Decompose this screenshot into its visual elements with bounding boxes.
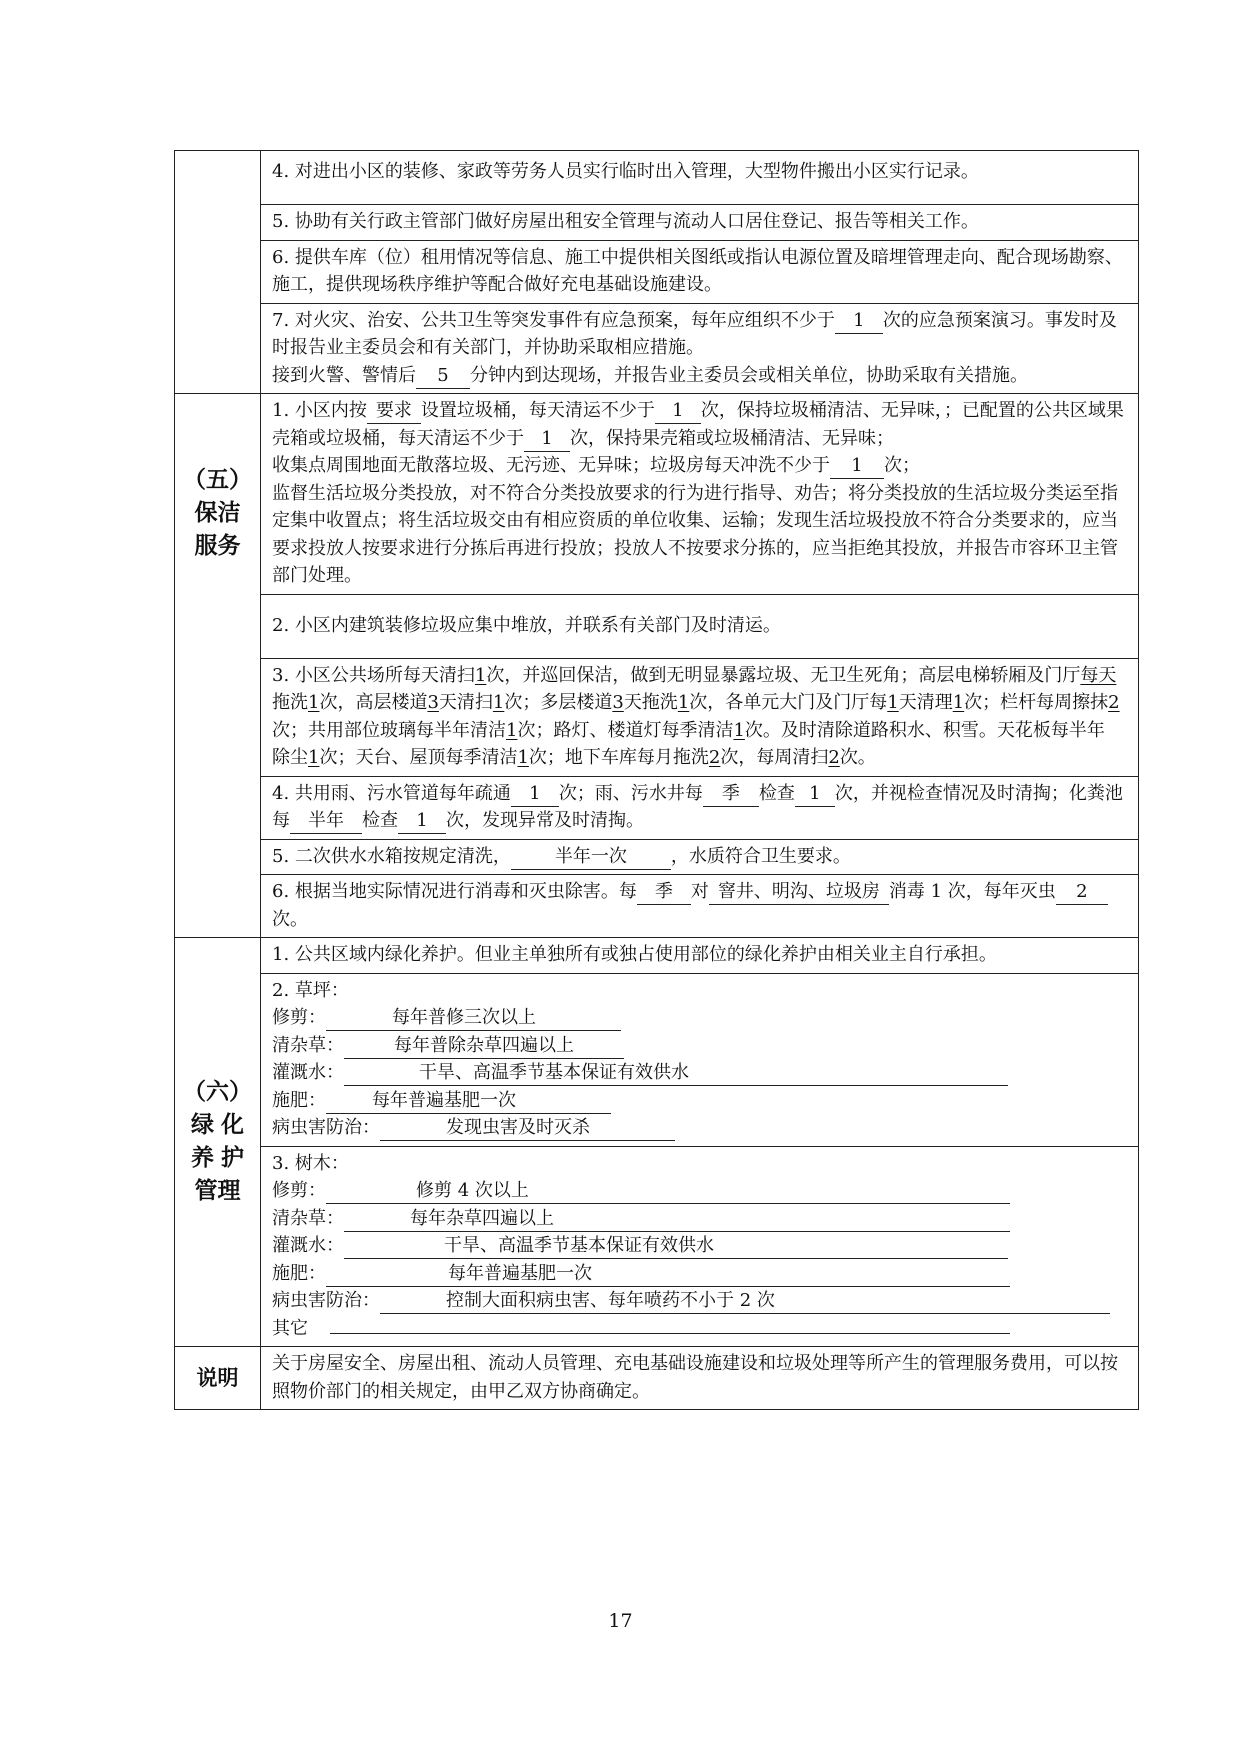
table-row bbox=[175, 205, 1139, 241]
table-row bbox=[175, 1146, 1139, 1347]
cleaning-item-4: 4. 共用雨、污水管道每年疏通 1 次；雨、污水井每 季 检查 1 次，并视检查情况及时清掏；化粪池每 半年 检查 1 次，发现异常及时清掏。 bbox=[261, 776, 1139, 839]
page-number: 17 bbox=[608, 1610, 633, 1632]
table-row bbox=[175, 839, 1139, 875]
table-row bbox=[175, 151, 1139, 205]
table-row bbox=[175, 776, 1139, 839]
security-item-4 bbox=[261, 151, 1139, 205]
lawn-row-weeding: 清杂草： 每年普除杂草四遍以上 bbox=[272, 1032, 1128, 1060]
greening-category-number: （六） bbox=[183, 1079, 252, 1105]
greening-item-1 bbox=[261, 938, 1139, 974]
table-row bbox=[175, 973, 1139, 1146]
greening-category-line-3: 管理 bbox=[194, 1178, 241, 1204]
note-text-cell bbox=[261, 1347, 1139, 1410]
security-item-6 bbox=[261, 240, 1139, 303]
lawn-row-irrigation: 灌溉水： 干旱、高温季节基本保证有效供水 bbox=[272, 1059, 1128, 1087]
lawn-row-pest-control: 病虫害防治： 发现虫害及时灭杀 bbox=[272, 1114, 1128, 1142]
greening-category-line-1: 绿化 bbox=[191, 1112, 251, 1138]
note-category-cell bbox=[175, 1347, 261, 1410]
trees-row-other: 其它 bbox=[272, 1315, 1128, 1343]
security-item-4-text: 4. 对进出小区的装修、家政等劳务人员实行临时出入管理，大型物件搬出小区实行记录。 bbox=[272, 161, 979, 183]
security-item-5-text: 5. 协助有关行政主管部门做好房屋出租安全管理与流动人口居住登记、报告等相关工作。 bbox=[272, 211, 979, 232]
greening-trees bbox=[261, 1146, 1139, 1347]
note-category-label: 说明 bbox=[196, 1365, 239, 1390]
trees-heading: 3. 树木： bbox=[272, 1152, 349, 1174]
cleaning-item-2-text: 2. 小区内建筑装修垃圾应集中堆放，并联系有关部门及时清运。 bbox=[272, 614, 781, 636]
cleaning-category-cell bbox=[175, 394, 261, 938]
security-item-5 bbox=[261, 205, 1139, 241]
greening-category-cell bbox=[175, 938, 261, 1347]
trees-row-irrigation: 灌溉水： 干旱、高温季节基本保证有效供水 bbox=[272, 1232, 1128, 1260]
security-item-7 bbox=[261, 303, 1139, 394]
greening-lawn bbox=[261, 973, 1139, 1146]
trees-row-trim: 修剪： 修剪 4 次以上 bbox=[272, 1177, 1128, 1205]
table-row bbox=[175, 303, 1139, 394]
table-row bbox=[175, 875, 1139, 938]
greening-category-line-2: 养护 bbox=[191, 1145, 251, 1171]
trees-row-fertilizing: 施肥： 每年普遍基肥一次 bbox=[272, 1260, 1128, 1288]
lawn-row-trim: 修剪： 每年普修三次以上 bbox=[272, 1004, 1128, 1032]
table-row bbox=[175, 1347, 1139, 1410]
service-standards-table bbox=[174, 150, 1139, 1410]
lawn-row-fertilizing: 施肥： 每年普遍基肥一次 bbox=[272, 1087, 1128, 1115]
greening-item-1-text: 1. 公共区域内绿化养护。但业主单独所有或独占使用部位的绿化养护由相关业主自行承担。 bbox=[272, 944, 997, 965]
security-item-7-para-1: 7. 对火灾、治安、公共卫生等突发事件有应急预案，每年应组织不少于 1 次的应急预案演习。事发时及时报告业主委员会和有关部门，并协助采取相应措施。 bbox=[272, 309, 1117, 358]
note-text: 关于房屋安全、房屋出租、流动人员管理、充电基础设施建设和垃圾处理等所产生的管理服务费用，可以按照物价部门的相关规定，由甲乙双方协商确定。 bbox=[272, 1353, 1118, 1402]
cleaning-item-5: 5. 二次供水水箱按规定清洗， 半年一次 ，水质符合卫生要求。 bbox=[261, 839, 1139, 875]
table-row bbox=[175, 938, 1139, 974]
cleaning-item-3: 3. 小区公共场所每天清扫1次，并巡回保洁，做到无明显暴露垃圾、无卫生死角；高层电梯轿厢及门厅每天拖洗1次，高层楼道3天清扫1次；多层楼道3天拖洗1次，各单元大门及门厅每1天清理1次；栏杆每周擦抹2次；共用部位玻璃每半年清洁1次；路灯、楼道灯每季清洁1次。及时清除道路积水、积雪。天花板每半年 除尘1次；天台、屋顶每季清洁1次；地下车库每月拖洗2次，每周清扫2次。 bbox=[261, 658, 1139, 776]
cleaning-category-line-1: 保洁 bbox=[194, 500, 241, 526]
security-category-cell bbox=[175, 151, 261, 394]
lawn-heading: 2. 草坪： bbox=[272, 979, 349, 1001]
response-minutes-value: 5 bbox=[416, 364, 470, 389]
cleaning-item-2 bbox=[261, 594, 1139, 658]
table-row bbox=[175, 240, 1139, 303]
cleaning-category-number: （五） bbox=[183, 467, 252, 493]
security-item-7-para-2: 接到火警、警情后 5 分钟内到达现场，并报告业主委员会或相关单位，协助采取有关措施。 bbox=[272, 362, 1128, 390]
cleaning-category-line-2: 服务 bbox=[194, 533, 241, 559]
bin-placement-value: 要求 bbox=[367, 399, 421, 424]
table-row bbox=[175, 394, 1139, 595]
water-tank-cleaning-value: 半年一次 bbox=[511, 845, 671, 870]
table-row bbox=[175, 594, 1139, 658]
cleaning-item-6: 6. 根据当地实际情况进行消毒和灭虫除害。每 季 对 窨井、明沟、垃圾房 消毒 1 次，每年灭虫 2次。 bbox=[261, 875, 1139, 938]
drill-count-value: 1 bbox=[835, 309, 883, 334]
table-row bbox=[175, 658, 1139, 776]
trees-row-weeding: 清杂草： 每年杂草四遍以上 bbox=[272, 1205, 1128, 1233]
trees-row-pest-control: 病虫害防治： 控制大面积病虫害、每年喷药不小于 2 次 bbox=[272, 1287, 1128, 1315]
cleaning-item-1: 1. 小区内按 要求 设置垃圾桶，每天清运不少于 1 次，保持垃圾桶清洁、无异味，；已配置的公共区域果壳箱或垃圾桶，每天清运不少于 1 次，保持果壳箱或垃圾桶清洁、无异味； 收集点周围地面无散落垃圾、无污迹、无异味；垃圾房每天冲洗不少于 1 次； 监督生活垃圾分类投放，对不符合分类投放要求的行为进行指导、劝告；将分类投放的生活垃圾分类运至指定集中收置点；将生活垃圾交由有相应资质的单位收集、运输；发现生活垃圾投放不符合分类要求的，应当要求投放人按要求进行分拣后再进行投放；投放人不按要求分拣的，应当拒绝其投放，并报告市容环卫主管部门处理。 bbox=[261, 394, 1139, 595]
security-item-6-text: 6. 提供车库（位）租用情况等信息、施工中提供相关图纸或指认电源位置及暗埋管理走向、配合现场勘察、施工，提供现场秩序维护等配合做好充电基础设施建设。 bbox=[272, 246, 1123, 295]
